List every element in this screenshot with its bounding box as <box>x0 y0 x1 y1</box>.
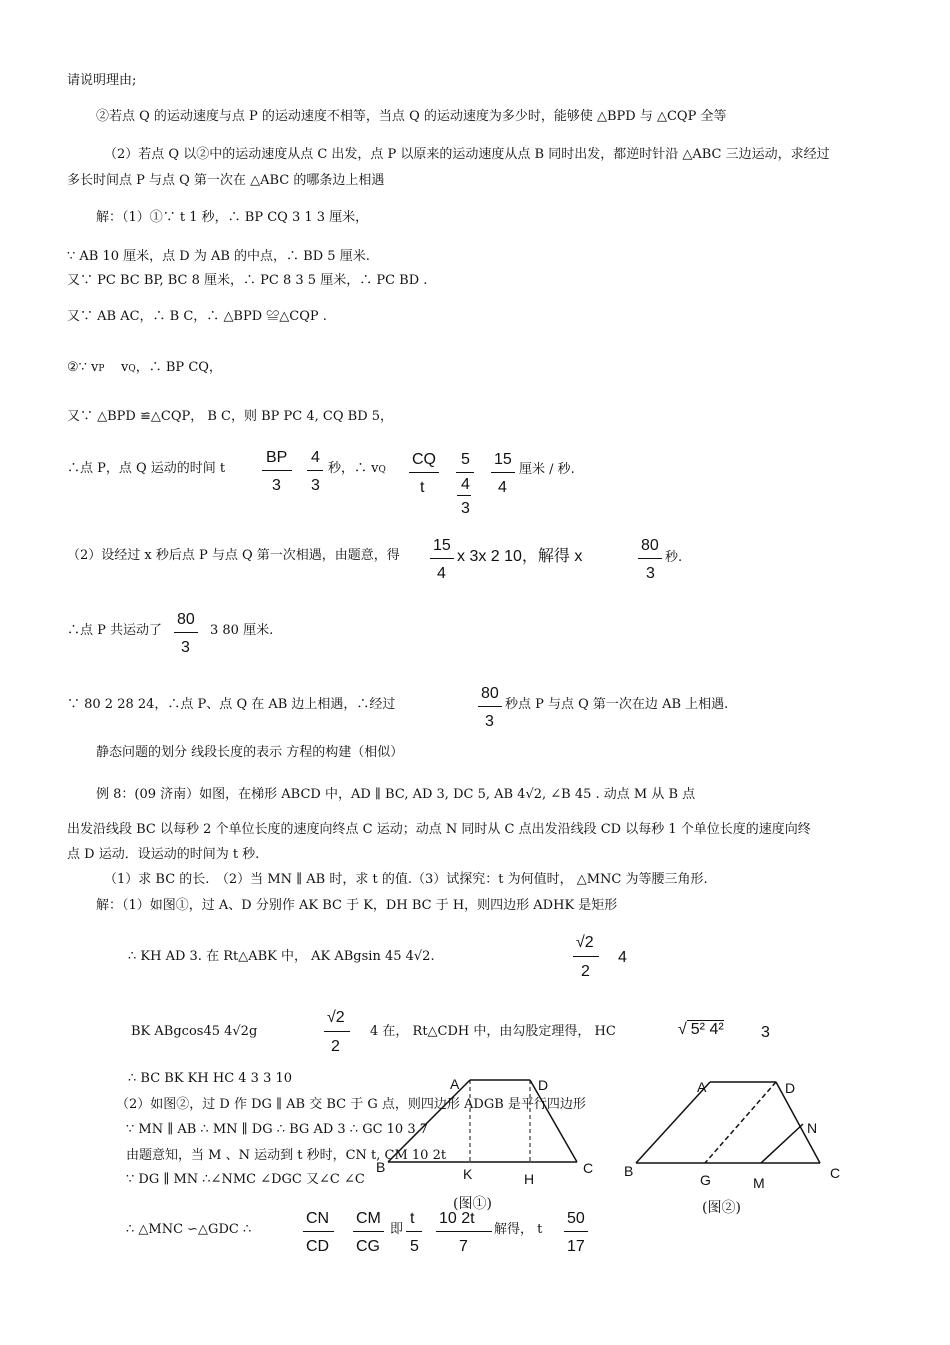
fraction-denominator: 5 <box>410 1238 419 1255</box>
text-line: ∵ MN ∥ AB ∴ MN ∥ DG ∴ BG AD 3 ∴ GC 10 3 7 <box>126 1122 429 1137</box>
fraction-numerator: √2 <box>576 934 594 951</box>
fraction-numerator: 5 <box>461 451 470 468</box>
text-line: 3 80 厘米. <box>210 623 274 638</box>
point-label: B <box>376 1159 386 1175</box>
text-line: ∴ KH AD 3. 在 Rt△ABK 中， AK ABgsin 45 4√2. <box>128 949 435 964</box>
text-line: 3 <box>761 1024 770 1041</box>
point-label: D <box>785 1080 796 1096</box>
fraction-denominator: 3 <box>461 500 470 517</box>
text-line: 秒，∴ vQ <box>328 461 386 476</box>
text-line: 4 <box>618 949 627 966</box>
section-heading: 静态问题的划分 线段长度的表示 方程的构建（相似） <box>96 745 404 760</box>
figure-caption: (图①) <box>453 1196 492 1212</box>
fraction-denominator: 17 <box>567 1238 585 1255</box>
point-label: M <box>753 1175 765 1191</box>
text-line: （2）设经过 x 秒后点 P 与点 Q 第一次相遇，由题意，得 <box>67 548 400 563</box>
fraction-numerator: 15 <box>494 451 512 468</box>
fraction-denominator: 4 <box>461 476 470 493</box>
text-line: ∵ AB 10 厘米，点 D 为 AB 的中点，∴ BD 5 厘米. <box>67 249 370 264</box>
point-label: C <box>830 1165 841 1181</box>
text-line: 又∵ PC BC BP, BC 8 厘米，∴ PC 8 3 5 厘米，∴ PC BD . <box>67 273 428 288</box>
fraction-denominator: 3 <box>311 477 320 494</box>
text-line: 由题意知，当 M 、N 运动到 t 秒时，CN t, CM 10 2t <box>126 1148 447 1163</box>
point-label: A <box>450 1076 460 1092</box>
point-label: B <box>624 1163 634 1179</box>
point-label: N <box>807 1120 818 1136</box>
text-line: 例 8：(09 济南）如图，在梯形 ABCD 中，AD ∥ BC, AD 3, DC 5, AB 4√2, ∠B 45 . 动点 M 从 B 点 <box>96 787 696 802</box>
fraction-numerator: BP <box>266 449 288 466</box>
fraction-numerator: 50 <box>567 1210 585 1227</box>
point-label: C <box>583 1160 594 1176</box>
fraction-denominator: 7 <box>459 1238 468 1255</box>
figure-caption: (图②) <box>702 1200 741 1216</box>
text-line: ∴ △MNC ∽△GDC ∴ <box>126 1222 252 1237</box>
point-label: G <box>700 1172 711 1188</box>
text-line: 即 <box>390 1222 404 1237</box>
text-line: ∵ 80 2 28 24，∴点 P、点 Q 在 AB 边上相遇，∴经过 <box>67 697 396 712</box>
point-label: A <box>697 1079 707 1095</box>
fraction-numerator: CN <box>306 1210 330 1227</box>
text-line: 解：（1）①∵ t 1 秒，∴ BP CQ 3 1 3 厘米， <box>96 210 369 225</box>
text-line: ②若点 Q 的运动速度与点 P 的运动速度不相等，当点 Q 的运动速度为多少时，能够使 △BPD 与 △CQP 全等 <box>96 109 727 124</box>
text-line: ∴点 P 共运动了 <box>67 623 163 638</box>
fraction-numerator: 80 <box>481 685 499 702</box>
point-label: H <box>524 1171 535 1187</box>
sqrt-expression: √ 5² 4² <box>678 1021 724 1038</box>
text-line: 又∵ △BPD ≌△CQP， B C，则 BP PC 4, CQ BD 5， <box>67 409 394 424</box>
fraction-numerator: CM <box>356 1210 381 1227</box>
fraction-numerator: 10 2t <box>439 1210 475 1227</box>
fraction-denominator: t <box>420 479 425 496</box>
fraction-numerator: CQ <box>412 451 436 468</box>
fraction-denominator: CG <box>356 1238 380 1255</box>
fraction-numerator: t <box>410 1210 415 1227</box>
text-line: 请说明理由; <box>67 73 137 88</box>
fraction-denominator: 2 <box>331 1038 340 1055</box>
text-line: 又∵ AB AC，∴ B C，∴ △BPD ≌△CQP . <box>67 309 327 324</box>
fraction-numerator: 15 <box>433 537 451 554</box>
text-line: 秒. <box>665 550 683 565</box>
fraction-numerator: 80 <box>641 537 659 554</box>
text-line: （1）求 BC 的长. （2）当 MN ∥ AB 时，求 t 的值.（3）试探究：t 为何值时， △MNC 为等腰三角形. <box>104 872 708 887</box>
text-line: x 3x 2 10，解得 x <box>457 548 583 565</box>
fraction-denominator: 3 <box>646 565 655 582</box>
text-line: ∵ DG ∥ MN ∴∠NMC ∠DGC 又∠C ∠C <box>126 1172 365 1187</box>
fraction-denominator: 2 <box>581 963 590 980</box>
text-line: 点 D 运动．设运动的时间为 t 秒. <box>67 847 260 862</box>
fraction-denominator: 3 <box>272 477 281 494</box>
text-line: （2）如图②，过 D 作 DG ∥ AB 交 BC 于 G 点，则四边形 ADGB 是平行四边形 <box>116 1097 586 1112</box>
fraction-numerator: 80 <box>177 611 195 628</box>
fraction-denominator: CD <box>306 1238 330 1255</box>
text-line: ∴ BC BK KH HC 4 3 3 10 <box>128 1071 293 1086</box>
text-line: ②∵ vP vQ，∴ BP CQ， <box>67 360 222 375</box>
fraction-numerator: 4 <box>311 449 320 466</box>
text-line: ∴点 P，点 Q 运动的时间 t <box>67 461 226 476</box>
text-line: （2）若点 Q 以②中的运动速度从点 C 出发，点 P 以原来的运动速度从点 B 同时出发，都逆时针沿 △ABC 三边运动，求经过 <box>104 147 830 162</box>
point-label: K <box>463 1166 473 1182</box>
fraction-numerator: √2 <box>327 1009 345 1026</box>
fraction-denominator: 3 <box>181 639 190 656</box>
text-line: 出发沿线段 BC 以每秒 2 个单位长度的速度向终点 C 运动；动点 N 同时从 C 点出发沿线段 CD 以每秒 1 个单位长度的速度向终 <box>67 822 811 837</box>
text-line: 解得， t <box>494 1222 543 1237</box>
text-line: BK ABgcos45 4√2g <box>131 1024 258 1039</box>
text-line: 解：（1）如图①，过 A、D 分别作 AK BC 于 K，DH BC 于 H，则四边形 ADHK 是矩形 <box>96 898 618 913</box>
fraction-denominator: 4 <box>498 479 507 496</box>
point-label: D <box>538 1077 549 1093</box>
text-line: 多长时间点 P 与点 Q 第一次在 △ABC 的哪条边上相遇 <box>67 173 385 188</box>
text-line: 4 在， Rt△CDH 中，由勾股定理得， HC <box>370 1024 616 1039</box>
text-line: 厘米 / 秒. <box>519 462 575 477</box>
fraction-denominator: 3 <box>485 713 494 730</box>
fraction-denominator: 4 <box>437 565 446 582</box>
text-line: 秒点 P 与点 Q 第一次在边 AB 上相遇. <box>505 697 729 712</box>
